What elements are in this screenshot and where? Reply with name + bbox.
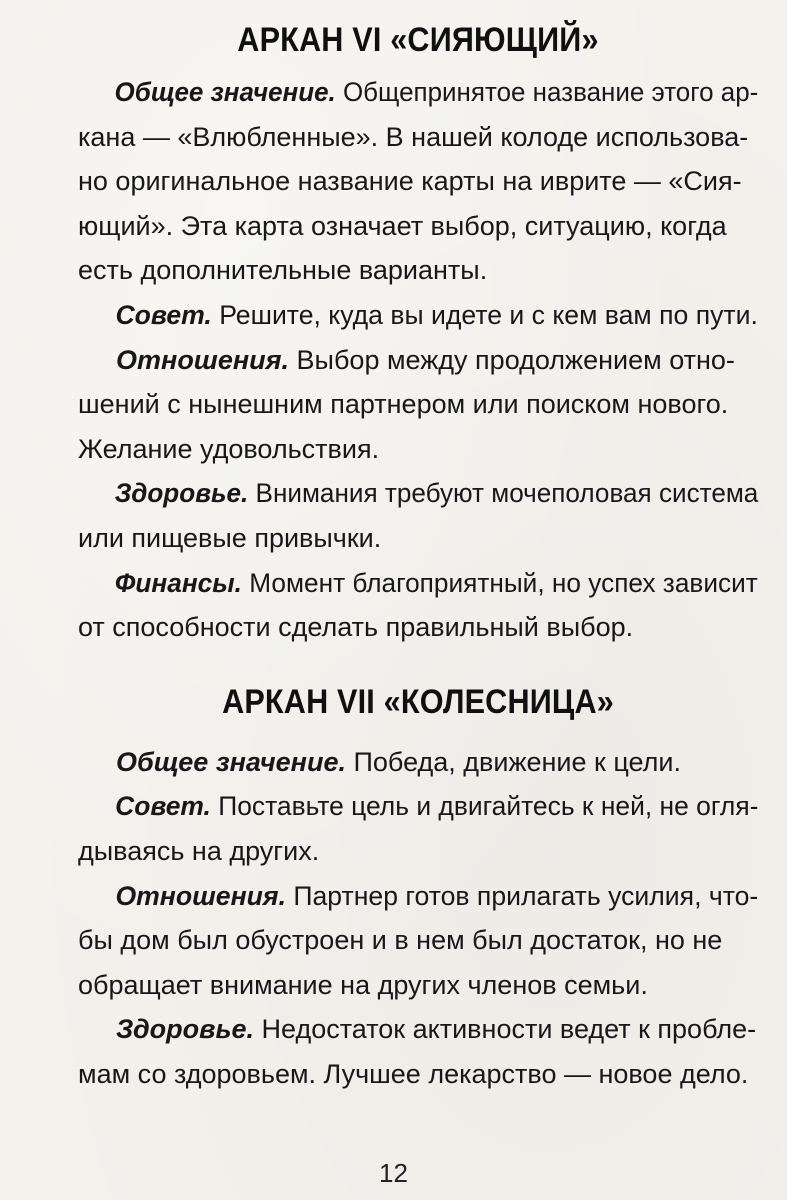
paragraph-text: Выбор между продолжением отно- [289,344,735,375]
text-line: бы дом был обустроен и в нем был достаток, но не [78,925,723,956]
text-line: но оригинальное название карты на иврите — «Сия- [78,166,742,197]
text-line: от способности сделать правильный выбор. [78,612,634,643]
text-line [78,338,758,383]
text-line [78,784,759,829]
text-line [78,874,759,919]
text-line [78,740,758,785]
paragraph-finance [78,561,758,650]
text-line: кана — «Влюбленные». В нашей колоде использова- [78,121,749,152]
paragraph-advice [78,293,758,338]
paragraph-text: Партнер готов прилагать усилия, что- [285,880,759,911]
paragraph-health [78,1007,758,1096]
paragraph-relationships [78,874,758,1008]
text-line: ющий». Эта карта означает выбор, ситуацию, когда [78,210,727,241]
text-line: Желание удовольствия. [78,433,380,464]
paragraph-text: Внимания требуют мочеполовая система [248,478,759,509]
text-line [78,293,758,338]
text-line [78,1007,758,1052]
paragraph-lead: Здоровье. [114,478,249,509]
paragraph-text: Победа, движение к цели. [345,746,681,777]
paragraph-lead: Совет. [115,791,211,822]
paragraph-relationships [78,338,758,472]
paragraph-lead: Отношения. [116,344,290,375]
paragraph-lead: Совет. [115,299,212,330]
paragraph-lead: Здоровье. [116,1014,255,1045]
paragraph-general-meaning [78,740,758,785]
text-line: шений с нынешним партнером или поиском нового. [78,389,729,420]
text-line: мам со здоровьем. Лучшее лекарство — новое дело. [78,1058,749,1089]
text-line [78,471,759,516]
text-line: есть дополнительные варианты. [78,255,488,286]
paragraph-text: Момент благоприятный, но успех зависит [241,567,758,598]
page-number: 12 [379,1158,408,1188]
paragraph-text: Общепринятое название этого ар- [335,77,759,107]
text-line: или пищевые привычки. [78,522,382,553]
text-line: обращает внимание на других членов семьи. [78,969,648,1000]
text-line [78,561,758,606]
paragraph-lead: Отношения. [115,880,286,911]
paragraph-text: Недостаток активности ведет к пробле- [254,1014,757,1045]
text-line [78,70,759,115]
section-heading-arcana-7: АРКАН VII «КОЛЕСНИЦА» [222,682,614,721]
paragraph-lead: Общее значение. [116,746,346,777]
paragraph-health [78,471,758,560]
paragraph-general-meaning [78,70,758,293]
page-content [78,18,758,1096]
paragraph-lead: Общее значение. [114,77,336,107]
paragraph-advice [78,784,758,873]
paragraph-lead: Финансы. [114,567,242,598]
text-line: дываясь на других. [78,835,320,866]
section-heading-arcana-6: АРКАН VI «СИЯЮЩИЙ» [237,21,599,59]
paragraph-text: Поставьте цель и двигайтесь к ней, не огля- [210,791,759,822]
paragraph-text: Решите, куда вы идете и с кем вам по пути. [211,299,758,330]
